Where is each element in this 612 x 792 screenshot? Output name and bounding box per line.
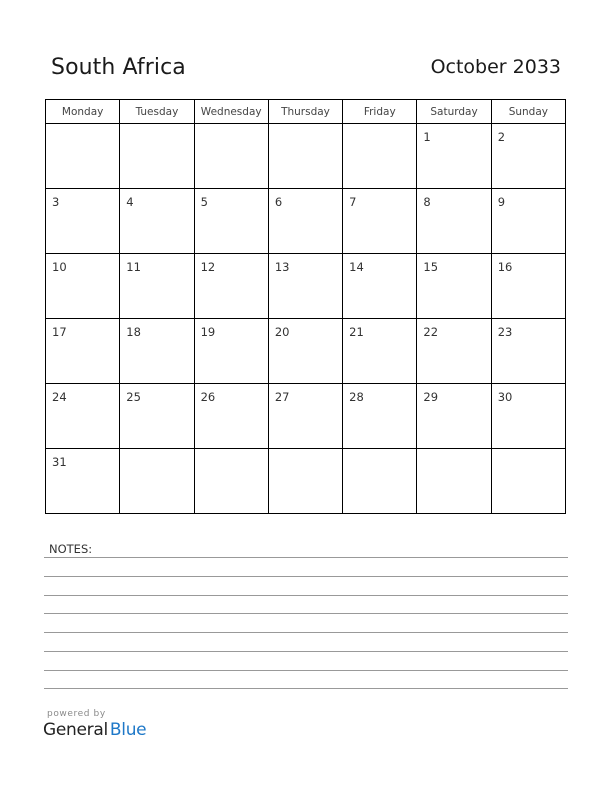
week-row <box>46 449 566 514</box>
day-number: 13 <box>274 260 290 274</box>
day-number: 1 <box>423 130 431 144</box>
weekday-saturday: Saturday <box>417 100 491 124</box>
calendar-grid <box>45 99 566 514</box>
day-cell <box>417 189 491 254</box>
day-number: 3 <box>52 195 60 209</box>
day-number: 8 <box>423 195 431 209</box>
day-cell <box>343 449 417 514</box>
day-cell <box>491 449 565 514</box>
day-cell <box>268 189 342 254</box>
day-number: 18 <box>126 325 141 339</box>
day-number: 4 <box>126 195 134 209</box>
day-cell <box>268 319 342 384</box>
day-cell <box>194 384 268 449</box>
day-cell <box>120 319 194 384</box>
day-number: 24 <box>52 390 67 404</box>
day-number: 15 <box>423 260 439 274</box>
day-number: 12 <box>200 260 216 274</box>
notes-label: NOTES: <box>49 542 93 556</box>
notes-line <box>44 651 568 652</box>
day-cell <box>120 384 194 449</box>
day-number: 16 <box>497 260 513 274</box>
day-cell <box>343 124 417 189</box>
day-cell <box>491 319 565 384</box>
day-number: 5 <box>200 195 208 209</box>
week-row <box>46 189 566 254</box>
day-cell <box>491 124 565 189</box>
day-cell <box>46 124 120 189</box>
week-row <box>46 124 566 189</box>
day-number: 28 <box>349 390 364 404</box>
weekday-monday: Monday <box>46 100 120 124</box>
day-cell <box>491 384 565 449</box>
weekday-friday: Friday <box>343 100 417 124</box>
notes-line <box>44 670 568 671</box>
day-number: 11 <box>126 260 141 274</box>
notes-line <box>44 613 568 614</box>
day-cell <box>194 319 268 384</box>
day-number: 23 <box>497 325 513 339</box>
day-cell <box>417 384 491 449</box>
weekday-tuesday: Tuesday <box>120 100 194 124</box>
brand-name-general: General <box>43 720 108 740</box>
weekday-thursday: Thursday <box>268 100 342 124</box>
day-number: 17 <box>52 325 67 339</box>
day-cell <box>268 384 342 449</box>
day-cell <box>417 319 491 384</box>
notes-line <box>44 576 568 577</box>
day-number: 14 <box>349 260 364 274</box>
weekday-wednesday: Wednesday <box>194 100 268 124</box>
day-cell <box>46 254 120 319</box>
day-cell <box>491 254 565 319</box>
day-number: 26 <box>200 390 216 404</box>
day-cell <box>46 449 120 514</box>
day-cell <box>268 449 342 514</box>
day-number: 6 <box>274 195 283 209</box>
brand-logo <box>43 720 146 740</box>
week-row <box>46 384 566 449</box>
day-cell <box>417 254 491 319</box>
notes-line <box>44 688 568 689</box>
notes-line <box>44 595 568 596</box>
day-cell <box>194 189 268 254</box>
day-number: 7 <box>349 195 357 209</box>
day-number: 10 <box>52 260 67 274</box>
day-cell <box>194 124 268 189</box>
day-cell <box>120 254 194 319</box>
day-cell <box>491 189 565 254</box>
day-cell <box>46 319 120 384</box>
day-cell <box>343 254 417 319</box>
day-cell <box>46 189 120 254</box>
month-year-title: October 2033 <box>430 56 561 78</box>
brand-name-blue: Blue <box>109 720 147 740</box>
weekday-header-row <box>46 100 566 124</box>
notes-line <box>44 557 568 558</box>
day-cell <box>417 124 491 189</box>
day-cell <box>120 449 194 514</box>
day-cell <box>268 124 342 189</box>
day-cell <box>343 384 417 449</box>
day-number: 20 <box>274 325 290 339</box>
day-cell <box>120 189 194 254</box>
day-number: 9 <box>497 195 506 209</box>
day-number: 29 <box>423 390 439 404</box>
weekday-sunday: Sunday <box>491 100 565 124</box>
day-cell <box>343 319 417 384</box>
day-cell <box>194 254 268 319</box>
day-number: 30 <box>497 390 513 404</box>
day-number: 31 <box>52 455 67 469</box>
day-cell <box>268 254 342 319</box>
day-number: 2 <box>497 130 506 144</box>
day-number: 21 <box>349 325 364 339</box>
day-cell <box>46 384 120 449</box>
country-title: South Africa <box>51 55 186 80</box>
day-cell <box>194 449 268 514</box>
day-cell <box>343 189 417 254</box>
day-cell <box>120 124 194 189</box>
day-number: 19 <box>200 325 216 339</box>
day-number: 27 <box>274 390 290 404</box>
week-row <box>46 319 566 384</box>
day-number: 25 <box>126 390 141 404</box>
day-cell <box>417 449 491 514</box>
day-number: 22 <box>423 325 439 339</box>
week-row <box>46 254 566 319</box>
notes-line <box>44 632 568 633</box>
powered-by-text: powered by <box>47 709 106 719</box>
